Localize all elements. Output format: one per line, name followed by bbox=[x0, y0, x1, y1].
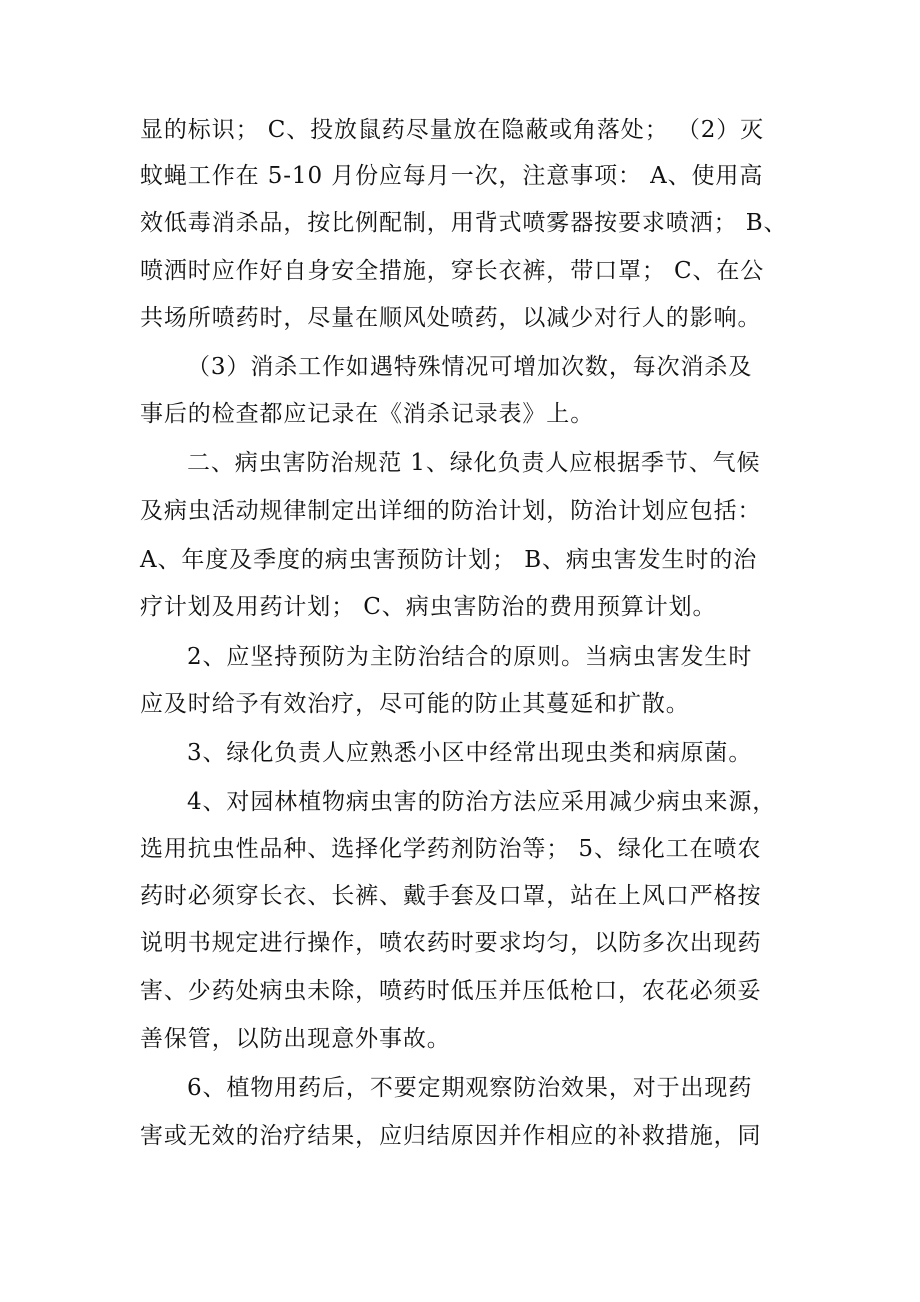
text-line: 3、绿化负责人应熟悉小区中经常出现虫类和病原菌。 bbox=[187, 740, 753, 766]
text-line: 显的标识； C、投放鼠药尽量放在隐蔽或角落处； （2）灭 bbox=[140, 117, 765, 143]
text-line: 共场所喷药时，尽量在顺风处喷药，以减少对行人的影响。 bbox=[140, 305, 762, 331]
text-line: （3）消杀工作如遇特殊情况可增加次数，每次消杀及 bbox=[187, 354, 753, 380]
text-line: 6、植物用药后，不要定期观察防治效果，对于出现药 bbox=[187, 1075, 753, 1101]
text-line: 效低毒消杀品，按比例配制，用背式喷雾器按要求喷洒； B、 bbox=[140, 210, 788, 236]
text-line: 害或无效的治疗结果，应归结原因并作相应的补救措施，同 bbox=[140, 1123, 762, 1149]
text-line: 选用抗虫性品种、选择化学药剂防治等； 5、绿化工在喷农 bbox=[140, 836, 762, 862]
text-line: 喷洒时应作好自身安全措施，穿长衣裤，带口罩； C、在公 bbox=[140, 258, 765, 284]
text-line: 害、少药处病虫未除，喷药时低压并压低枪口，农花必须妥 bbox=[140, 978, 762, 1004]
text-line: A、年度及季度的病虫害预防计划； B、病虫害发生时的治 bbox=[140, 547, 758, 573]
text-line: 说明书规定进行操作，喷农药时要求均匀，以防多次出现药 bbox=[140, 930, 762, 956]
text-line: 蚊蝇工作在 5-10 月份应每月一次，注意事项： A、使用高 bbox=[140, 163, 764, 189]
text-line: 药时必须穿长衣、长裤、戴手套及口罩，站在上风口严格按 bbox=[140, 883, 762, 909]
text-line: 事后的检查都应记录在《消杀记录表》上。 bbox=[140, 401, 595, 427]
text-line: 善保管，以防出现意外事故。 bbox=[140, 1026, 451, 1052]
text-line: 应及时给予有效治疗，尽可能的防止其蔓延和扩散。 bbox=[140, 691, 690, 717]
text-line: 二、病虫害防治规范 1、绿化负责人应根据季节、气候 bbox=[187, 450, 761, 476]
text-line: 4、对园林植物病虫害的防治方法应采用减少病虫来源， bbox=[187, 789, 777, 815]
text-line: 2、应坚持预防为主防治结合的原则。当病虫害发生时 bbox=[187, 644, 753, 670]
text-line: 疗计划及用药计划； C、病虫害防治的费用预算计划。 bbox=[140, 594, 717, 620]
text-line: 及病虫活动规律制定出详细的防治计划，防治计划应包括： bbox=[140, 498, 762, 524]
